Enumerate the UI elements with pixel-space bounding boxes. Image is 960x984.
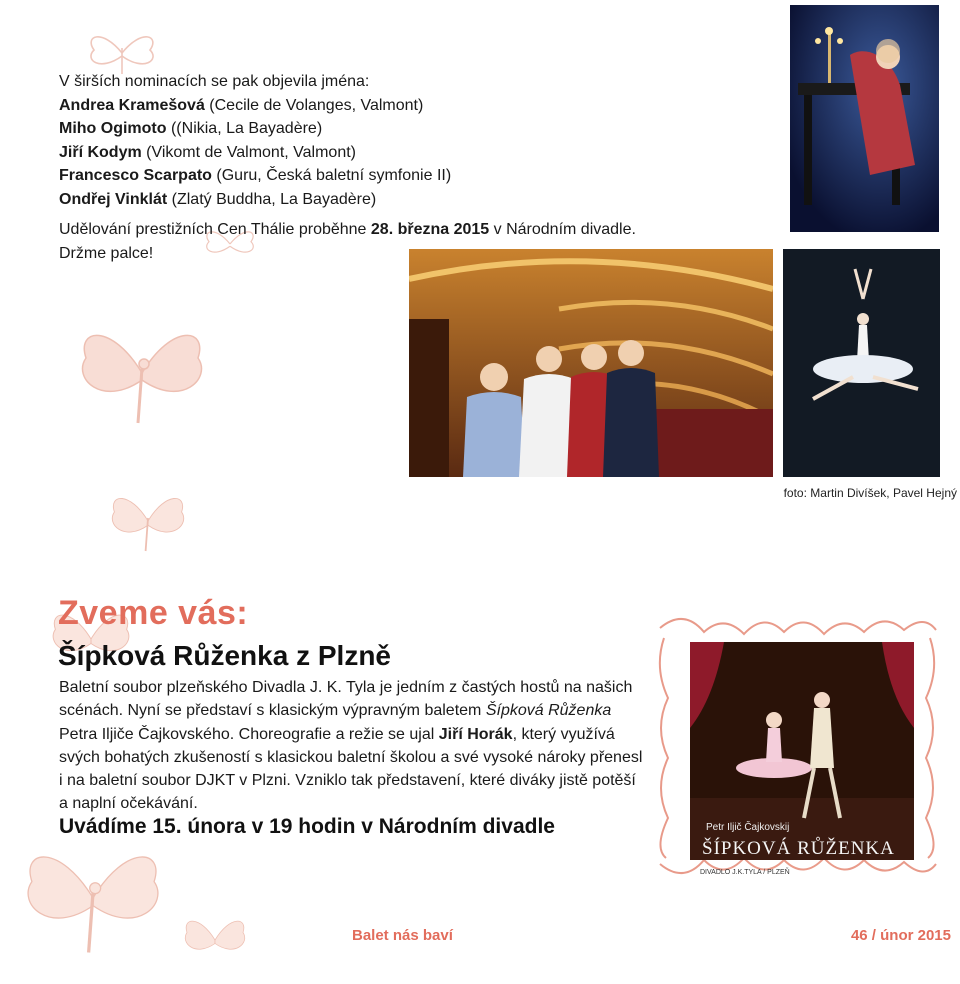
fairy-decoration-icon xyxy=(180,912,250,968)
ballet-name: Šípková Růženka xyxy=(485,702,612,720)
nominee-name: Ondřej Vinklát xyxy=(59,190,168,208)
footer-title: Balet nás baví xyxy=(352,927,453,944)
nomination-item xyxy=(59,164,619,188)
poster-theatre: DIVADLO J.K.TYLA / PLZEŇ xyxy=(700,869,790,876)
nominations-list xyxy=(59,70,619,211)
description-text: Petra Iljiče Čajkovského. Choreografie a režie se ujal xyxy=(59,725,439,743)
nominee-name: Jiří Kodym xyxy=(59,143,142,161)
description-text: , který využívá svých bohatých zkušeností s klasickou baletní školou a své vysoké nároky přenesl i na baletní soubor DJKT v Plzni. Vzniklo tak představení, které diváky jistě potěší a naplní očekávání. xyxy=(59,725,643,813)
nominee-role: (Zlatý Buddha, La Bayadère) xyxy=(167,190,377,208)
invitation-heading: Zveme vás: xyxy=(58,594,249,632)
description-text: Baletní soubor plzeňského Divadla J. K. Tyla je jedním z častých hostů na našich scénách. Nyní se představí s klasickým výpravným baletem xyxy=(59,679,633,720)
ceremony-date: 28. března 2015 xyxy=(370,221,490,238)
show-title: Šípková Růženka z Plzně xyxy=(58,640,391,671)
nominee-role: (Cecile de Volanges, Valmont) xyxy=(204,96,424,114)
ceremony-cheer: Držme palce! xyxy=(59,245,154,262)
page-number: 46 / únor 2015 xyxy=(850,927,951,944)
photo-dancers-in-theatre xyxy=(409,249,773,477)
fairy-decoration-icon xyxy=(106,488,190,554)
nominations-intro: V širších nominacích se pak objevila jména: xyxy=(59,73,370,90)
poster-title: ŠÍPKOVÁ RŮŽENKA xyxy=(702,838,895,859)
nomination-item xyxy=(59,188,619,212)
ceremony-text: v Národním divadle. xyxy=(489,221,636,238)
fairy-decoration-icon xyxy=(72,318,212,428)
nominee-role: (Vikomt de Valmont, Valmont) xyxy=(141,143,356,161)
choreographer-name: Jiří Horák xyxy=(438,725,513,743)
nomination-item xyxy=(59,117,619,141)
photo-performer-at-table xyxy=(790,5,939,232)
ceremony-text: Udělování prestižních Cen Thálie proběhne xyxy=(59,221,371,238)
nomination-item xyxy=(59,94,619,118)
nominee-role: ((Nikia, La Bayadère) xyxy=(166,120,323,137)
nominee-name: Miho Ogimoto xyxy=(59,120,167,137)
show-poster xyxy=(654,608,940,884)
nominee-name: Andrea Kramešová xyxy=(59,96,205,114)
show-date: Uvádíme 15. února v 19 hodin v Národním divadle xyxy=(59,815,555,838)
nomination-item xyxy=(59,141,619,165)
poster-composer: Petr Iljič Čajkovskij xyxy=(706,822,790,833)
nominee-name: Francesco Scarpato xyxy=(59,167,212,184)
photo-ballerina xyxy=(783,249,940,477)
ceremony-line xyxy=(59,218,739,242)
fairy-decoration-icon xyxy=(8,838,178,958)
photo-credit: foto: Martin Divíšek, Pavel Hejný xyxy=(783,486,957,500)
nominee-role: (Guru, Česká baletní symfonie II) xyxy=(211,167,452,184)
show-description xyxy=(59,676,649,816)
